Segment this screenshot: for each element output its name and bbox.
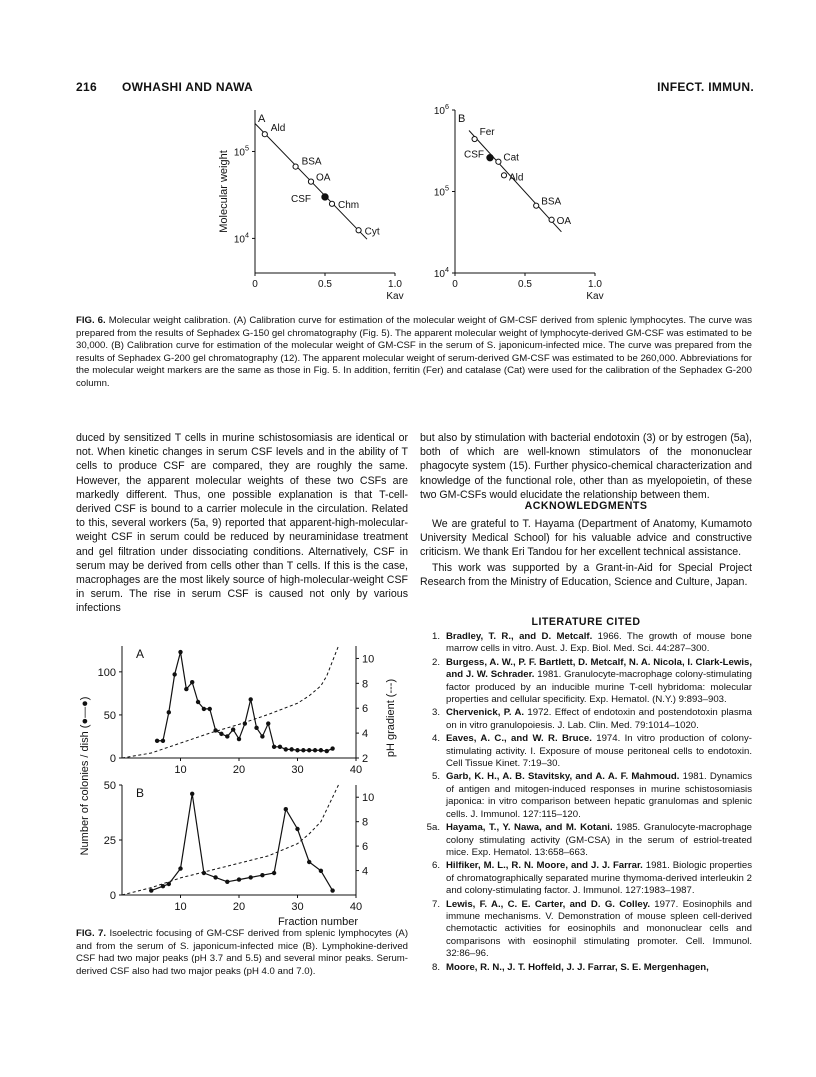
reference-body: 1966. The growth of mouse bone marrow cells in vitro. Aust. J. Exp. Biol. Med. Sci. 44:287–300. <box>446 631 752 655</box>
data-point-csf <box>322 194 328 200</box>
colonies-point <box>254 726 258 730</box>
colonies-point <box>208 707 212 711</box>
reference-authors: Garb, K. H., A. B. Stavitsky, and A. A. F. Mahmoud. <box>446 771 680 783</box>
x-tick-label: 0.5 <box>518 279 532 290</box>
colonies-point <box>178 866 182 870</box>
colonies-point <box>243 721 247 725</box>
y-tick-right-label: 4 <box>362 728 369 741</box>
colonies-point <box>325 749 329 753</box>
reference-authors: Eaves, A. C., and W. R. Bruce. <box>446 733 592 745</box>
reference-authors: Lewis, F. A., C. E. Carter, and D. G. Colley. <box>446 898 650 910</box>
reference-text <box>446 707 752 732</box>
ph-gradient-line <box>122 646 338 758</box>
data-label-cyt: Cyt <box>364 226 380 238</box>
reference-number: 4. <box>431 733 440 745</box>
colonies-point <box>202 707 206 711</box>
figure-6 <box>215 102 635 308</box>
panel-label: A <box>136 647 145 661</box>
y-tick-right-label: 10 <box>362 653 375 666</box>
reference-body: 1972. Effect of endotoxin and postendotoxin plasma on in vitro granulopoiesis. J. Lab. Clin. Med. 79:1014–1020. <box>446 707 752 731</box>
colonies-point <box>213 875 217 879</box>
reference-authors: Hilfiker, M. L., R. N. Moore, and J. J. Farrar. <box>446 860 643 872</box>
y-axis-label: Molecular weight <box>218 150 230 233</box>
ph-gradient-line <box>122 785 338 895</box>
data-label-csf: CSF <box>291 193 311 205</box>
figure-6-caption-label: FIG. 6. <box>76 315 106 326</box>
x-axis-label: Kav <box>386 291 404 302</box>
y-tick-right-label: 6 <box>362 703 369 716</box>
colonies-point <box>237 737 241 741</box>
colonies-point <box>289 747 293 751</box>
figure-7-caption-label: FIG. 7. <box>76 928 107 939</box>
reference-item <box>420 631 752 656</box>
colonies-point <box>330 746 334 750</box>
reference-number: 1. <box>431 631 440 642</box>
figure-7-plot <box>76 640 408 930</box>
data-label-bsa: BSA <box>301 156 322 168</box>
data-point-fer <box>472 136 477 141</box>
colonies-point <box>149 888 153 892</box>
y-tick-right-label: 4 <box>362 865 369 878</box>
reference-text <box>446 631 752 656</box>
reference-item <box>420 860 752 897</box>
panel-label: B <box>136 786 145 800</box>
data-point-cyt <box>356 228 361 233</box>
reference-text <box>446 962 752 974</box>
x-tick-label: 40 <box>349 901 363 913</box>
figure-6-caption <box>76 315 752 391</box>
reference-item <box>420 822 752 859</box>
y-tick-label: 0 <box>109 753 116 765</box>
x-axis-label: Fraction number <box>277 916 359 928</box>
x-tick-label: 30 <box>291 764 304 776</box>
reference-item <box>420 899 752 961</box>
data-point-cat <box>496 159 501 164</box>
panel-label: B <box>458 113 466 125</box>
reference-number: 3. <box>431 707 440 719</box>
reference-item <box>420 707 752 732</box>
colonies-point <box>330 888 334 892</box>
colonies-point <box>196 700 200 704</box>
colonies-point <box>319 748 323 752</box>
colonies-point <box>167 882 171 886</box>
colonies-point <box>202 871 206 875</box>
data-point-ald <box>501 173 506 178</box>
reference-text <box>446 733 752 770</box>
y-tick-right-label: 8 <box>362 678 369 691</box>
data-point-chm <box>329 201 334 206</box>
acknowledgments-paragraph-1: We are grateful to T. Hayama (Department of Anatomy, Kumamoto University Medical School) for his valuable advice and constructive criticism. We thank Eri Tandou for her excellent technical assistance. <box>420 518 752 559</box>
reference-text <box>446 822 752 859</box>
data-point-oa <box>549 217 554 222</box>
colonies-point <box>319 869 323 873</box>
reference-item <box>420 657 752 707</box>
colonies-point <box>266 721 270 725</box>
running-authors: OWHASHI AND NAWA <box>122 80 254 94</box>
reference-number: 6. <box>431 860 440 872</box>
data-label-csf: CSF <box>464 149 484 161</box>
colonies-point <box>231 727 235 731</box>
x-tick-label: 10 <box>174 901 187 913</box>
x-tick-label: 0 <box>452 279 458 290</box>
reference-item <box>420 771 752 821</box>
colonies-point <box>172 672 176 676</box>
y-tick-right-label: 6 <box>362 841 369 854</box>
colonies-point <box>307 860 311 864</box>
reference-authors: Bradley, T. R., and D. Metcalf. <box>446 631 593 642</box>
data-point-ald <box>262 132 267 137</box>
reference-authors: Moore, R. N., J. T. Hoffeld, J. J. Farrar, S. E. Mergenhagen, <box>446 961 709 973</box>
colonies-point <box>190 792 194 796</box>
colonies-point <box>260 734 264 738</box>
data-label-cat: Cat <box>503 152 519 164</box>
colonies-point <box>219 732 223 736</box>
reference-item <box>420 962 752 974</box>
reference-body: 1981. Granulocyte-macrophage colony-stimulating factor produced by an inducible murine T-cell hybridoma: molecular properties and cellular specificity. Exp. Hematol. (N.Y.) 9:893–903. <box>446 669 752 706</box>
reference-body: 1977. Eosinophils and immune mechanisms. V. Demonstration of mouse spleen cell-derived chemotactic activities for eosinophils and mononuclear cells and comparisons with eosinophil stimulating promoter. Cell. Immunol. 32:86–96. <box>446 898 752 960</box>
y-tick-right-label: 10 <box>362 792 375 805</box>
colonies-point <box>178 650 182 654</box>
x-tick-label: 1.0 <box>588 279 602 290</box>
reference-number: 5a. <box>426 822 440 834</box>
y-tick-label: 25 <box>103 835 116 847</box>
colonies-point <box>272 871 276 875</box>
colonies-point <box>295 748 299 752</box>
reference-number: 2. <box>431 656 440 668</box>
acknowledgments-paragraph-2: This work was supported by a Grant-in-Aid for Special Project Research from the Ministry of Education, Science and Culture, Japan. <box>420 562 752 589</box>
colonies-point <box>249 697 253 701</box>
colonies-line <box>151 794 332 891</box>
colonies-point <box>272 745 276 749</box>
colonies-point <box>237 877 241 881</box>
figure-6-plot <box>215 102 635 308</box>
body-left-column: duced by sensitized T cells in murine schistosomiasis are identical or not. When kinetic changes in serum CSF levels and in the ability of T cells to produce CSF are compared, they are roughly the same. However, the apparent molecular weights of these two CSFs are markedly different. Thus, one possible explanation is that T-cell-derived CSF is bound to a carrier molecule in the circulation. Related to this, several workers (5a, 9) reported that apparent-high-molecular-weight CSF in serum could be reduced by neuraminidase treatment and gel filtration under dissociating conditions. Alternatively, CSF in serum may be derived from cells other than T cells. If this is the case, macrophages are the most likely source of high-molecular-weight CSF in serum. The rise in serum CSF is caused not only by various infections <box>76 432 408 615</box>
data-point-oa <box>308 179 313 184</box>
x-tick-label: 0.5 <box>318 279 332 290</box>
data-point-csf <box>487 154 493 160</box>
colonies-point <box>307 748 311 752</box>
data-label-bsa: BSA <box>541 196 562 208</box>
reference-body: 1981. Dynamics of antigen and mitogen-induced responses in murine schistosomiasis japonica: in vitro comparison between hepatic granulomas and splenic cells. J. Immunol. 127:115–120. <box>446 771 753 820</box>
y-tick-right-label: 8 <box>362 816 369 829</box>
journal-name: INFECT. IMMUN. <box>657 80 754 94</box>
figure-7 <box>76 640 408 930</box>
y-tick-label: $10^5$ <box>433 183 449 199</box>
x-tick-label: 30 <box>291 901 304 913</box>
acknowledgments-heading: ACKNOWLEDGMENTS <box>524 500 648 512</box>
colonies-point <box>284 747 288 751</box>
colonies-point <box>225 734 229 738</box>
colonies-line <box>157 652 333 751</box>
reference-text <box>446 860 752 897</box>
colonies-point <box>260 873 264 877</box>
x-tick-label: 20 <box>232 901 246 913</box>
y-tick-label: $10^6$ <box>433 102 449 117</box>
colonies-point <box>278 745 282 749</box>
data-point-bsa <box>293 164 298 169</box>
colonies-point <box>313 748 317 752</box>
x-tick-label: 1.0 <box>388 279 402 290</box>
reference-body: 1981. Biologic properties of chromatographically separated murine thymoma-derived interleukin 2 and colony-stimulating factor. J. Immunol. 127:1983–1987. <box>446 860 752 897</box>
colonies-point <box>184 687 188 691</box>
colonies-point <box>213 728 217 732</box>
data-label-chm: Chm <box>338 199 360 211</box>
page-number: 216 <box>76 80 97 94</box>
reference-number: 5. <box>431 771 440 783</box>
reference-number: 7. <box>431 898 440 910</box>
body-right-column: but also by stimulation with bacterial endotoxin (3) or by estrogen (5a), both of which are well-known stimulators of the mononuclear phagocyte system (15). Further physico-chemical characterization and knowledge of the functional role, other than as myelopoietin, of these two GM-CSFs would elucidate the relationship between them. <box>420 432 752 501</box>
colonies-point <box>161 739 165 743</box>
y-tick-right-label: 2 <box>362 753 369 765</box>
panel-label: A <box>258 113 266 125</box>
x-tick-label: 40 <box>349 764 363 776</box>
data-label-oa: OA <box>316 172 331 184</box>
x-axis-label: Kav <box>586 291 604 302</box>
reference-number: 8. <box>431 961 440 973</box>
colonies-point <box>284 807 288 811</box>
reference-item <box>420 733 752 770</box>
reference-list <box>420 631 752 975</box>
data-point-bsa <box>534 203 539 208</box>
y-tick-label: 50 <box>103 709 116 722</box>
colonies-point <box>295 827 299 831</box>
x-tick-label: 20 <box>232 764 246 776</box>
reference-authors: Chervenick, P. A. <box>446 707 525 719</box>
colonies-point <box>190 680 194 684</box>
y-tick-label: $10^5$ <box>233 143 249 159</box>
colonies-point <box>167 710 171 714</box>
x-tick-label: 10 <box>174 764 187 776</box>
reference-text <box>446 899 752 961</box>
y-axis-right-label: pH gradient (---) <box>385 678 397 758</box>
reference-text <box>446 771 752 821</box>
figure-6-caption-text: Molecular weight calibration. (A) Calibration curve for estimation of the molecular weight of GM-CSF derived from splenic lymphocytes. The curve was prepared from the results of Sephadex G-150 gel chromatography (Fig. 5). The apparent molecular weight of lymphocyte-derived GM-CSF was estimated to be 30,000. (B) Calibration curve for estimation of the molecular weight of GM-CSF in the serum of S. japonicum-infected mice. The curve was prepared from the results of Sephadex G-200 gel chromatography (12). The apparent molecular weight of serum-derived GM-CSF was estimated to be 260,000. Abbreviations for the molecular weight markers are the same as those in Fig. 5. In addition, ferritin (Fer) and catalase (Cat) were used for the calibration of the Sephadex G-200 column. <box>76 315 752 389</box>
reference-text <box>446 657 752 707</box>
literature-cited-heading: LITERATURE CITED <box>531 616 641 628</box>
figure-7-caption <box>76 928 408 978</box>
reference-authors: Burgess, A. W., P. F. Bartlett, D. Metcalf, N. A. Nicola, I. Clark-Lewis, and J. W. Schrader. <box>446 656 752 681</box>
y-tick-label: 50 <box>103 780 116 792</box>
data-label-ald: Ald <box>509 172 524 184</box>
y-tick-label: 100 <box>97 666 116 679</box>
reference-body: 1985. Granulocyte-macrophage colony stimulating activity (GM-CSA) in the serum of estriol-treated mice. Exp. Hematol. 13:658–663. <box>446 822 752 858</box>
colonies-point <box>161 884 165 888</box>
colonies-point <box>225 880 229 884</box>
reference-authors: Hayama, T., Y. Nawa, and M. Kotani. <box>446 822 613 834</box>
x-tick-label: 0 <box>252 279 258 290</box>
y-tick-label: $10^4$ <box>233 230 249 246</box>
figure-7-caption-text: Isoelectric focusing of GM-CSF derived from splenic lymphocytes (A) and from the serum of S. japonicum-infected mice (B). Lymphokine-derived CSF had two major peaks (pH 3.7 and 5.5) and several minor peaks. Serum-derived CSF also had two major peaks (pH 4.0 and 7.0). <box>76 928 409 977</box>
colonies-point <box>249 875 253 879</box>
reference-body: 1974. In vitro production of colony-stimulating activity. I. Exposure of mouse peritoneal cells to endotoxin. Cell Tissue Kinet. 7:19–30. <box>446 733 752 770</box>
data-label-fer: Fer <box>479 127 495 139</box>
data-label-ald: Ald <box>270 123 286 135</box>
data-label-oa: OA <box>556 215 572 227</box>
y-axis-label: Number of colonies / dish (●—●) <box>79 696 91 856</box>
y-tick-label: $10^4$ <box>433 265 449 280</box>
colonies-point <box>301 748 305 752</box>
colonies-point <box>155 739 159 743</box>
y-tick-label: 0 <box>109 890 116 902</box>
